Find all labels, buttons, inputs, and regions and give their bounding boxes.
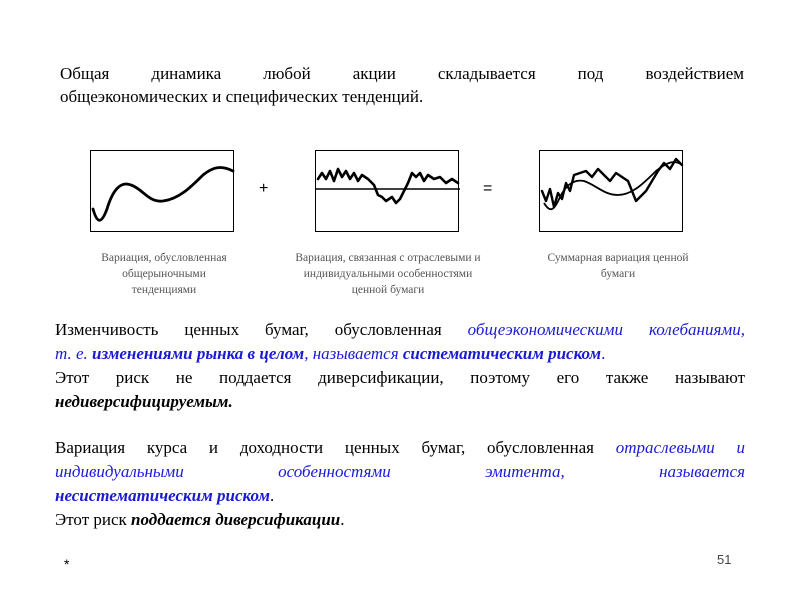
text-run: Вариация курса и доходности ценных бумаг, обусловленная xyxy=(55,438,616,457)
para1-line-2 xyxy=(55,344,605,363)
para1-line-1 xyxy=(55,318,745,342)
caption-line: тенденциями xyxy=(131,284,197,296)
text-run: называется xyxy=(564,462,746,481)
text-run: . xyxy=(269,486,275,505)
intro-line-2: общеэкономических и специфических тенденций. xyxy=(60,87,424,106)
text-run: т. е. xyxy=(55,344,93,363)
term-diversifiable: поддается диверсификации xyxy=(131,510,341,529)
term-market-change: изменениями рынка в целом xyxy=(92,344,305,363)
plus-operator: + xyxy=(259,180,269,197)
systematic-risk-paragraph xyxy=(55,318,745,414)
para2-line-4 xyxy=(55,510,345,529)
market-wave-curve xyxy=(93,168,233,221)
caption-specific xyxy=(282,250,494,298)
text-run: . xyxy=(601,344,606,363)
caption-line: бумаги xyxy=(600,268,636,280)
caption-line: индивидуальными особенностями xyxy=(303,268,473,280)
text-run: . xyxy=(340,510,345,529)
specific-noise-curve xyxy=(318,169,458,203)
para2-line-2 xyxy=(55,460,745,484)
total-noisy-curve xyxy=(542,159,682,207)
text-run-emphasis: индивидуальными особенностями эмитента, xyxy=(55,462,565,481)
footer-star: * xyxy=(64,556,70,572)
caption-line: Вариация, обусловленная xyxy=(101,252,227,264)
total-variation-graph xyxy=(539,150,683,232)
specific-variation-graph xyxy=(315,150,459,232)
equals-operator: = xyxy=(483,180,493,197)
caption-line: общерыночными xyxy=(122,268,206,280)
term-unsystematic-risk: несистематическим риском xyxy=(55,486,270,505)
page-number: 51 xyxy=(717,552,732,567)
para1-line-3: Этот риск не поддается диверсификации, поэтому его также называют xyxy=(55,368,745,387)
caption-line: Суммарная вариация ценной xyxy=(547,252,689,264)
text-run: Изменчивость ценных бумаг, обусловленная xyxy=(55,320,468,339)
caption-total xyxy=(528,250,708,282)
text-run: Этот риск xyxy=(55,510,132,529)
caption-line: ценной бумаги xyxy=(351,284,425,296)
intro-line-1: Общая динамика любой акции складывается под воздействием xyxy=(60,64,744,83)
term-undiversifiable: недиверсифицируемым. xyxy=(55,392,233,411)
para2-line-3 xyxy=(55,486,274,505)
text-run-emphasis: отраслевыми и xyxy=(615,438,745,457)
intro-text xyxy=(60,62,744,108)
term-systematic-risk: систематическим риском xyxy=(402,344,602,363)
text-run-emphasis: общеэкономическими колебаниями, xyxy=(467,320,745,339)
text-run: , называется xyxy=(304,344,403,363)
unsystematic-risk-paragraph xyxy=(55,436,745,532)
para2-line-1 xyxy=(55,436,745,460)
caption-market xyxy=(86,250,242,298)
caption-line: Вариация, связанная с отраслевыми и xyxy=(295,252,481,264)
market-variation-graph xyxy=(90,150,234,232)
